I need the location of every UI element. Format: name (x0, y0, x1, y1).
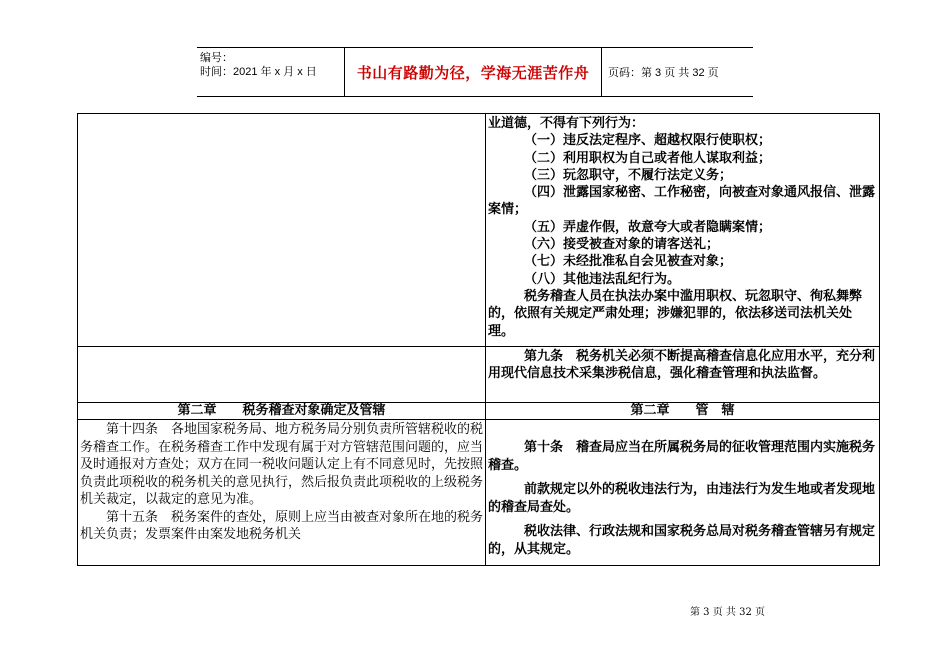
row2-right-cell (488, 348, 877, 401)
article-15: 第十五条 税务案件的查处，原则上应当由被查对象所在地的税务机关负责；发票案件由案发地税务机关 (80, 509, 483, 542)
number-label: 编号： (200, 52, 233, 64)
page-header (197, 47, 753, 97)
text-line: （七）未经批准私自会见被查对象； (524, 254, 733, 270)
article-9: 第九条 税务机关必须不断提高稽查信息化应用水平，充分利用现代信息技术采集涉税信息，强化稽查管理和执法监督。 (488, 349, 876, 382)
header-meta (197, 48, 345, 96)
article-14: 第十四条 各地国家税务局、地方税务局分别负责所管辖税收的税务稽查工作。在税务稽查工作中发现有属于对方管辖范围问题的，应当及时通报对方查处；双方在同一税收问题认定上有不同意见时，先按照负责此项税收的税务机关的意见执行，然后报负责此项税收的上级税务机关裁定，以裁定的意见为准。 (80, 422, 483, 507)
text-line: （一）违反法定程序、超越权限行使职权； (524, 133, 772, 149)
article-10-para2: 前款规定以外的税收违法行为，由违法行为发生地或者发现地的稽查局查处。 (488, 482, 876, 515)
text-line: （五）弄虚作假，故意夸大或者隐瞒案情； (524, 219, 772, 235)
text-line: 税务稽查人员在执法办案中滥用职权、玩忽职守、徇私舞弊的，依照有关规定严肃处理；涉嫌犯罪的，依法移送司法机关处理。 (488, 288, 863, 339)
row1-right-cell (488, 115, 877, 345)
page-footer: 第 3 页 共 32 页 (690, 607, 765, 618)
article-10: 第十条 稽查局应当在所属税务局的征收管理范围内实施税务稽查。 (488, 440, 876, 473)
row4-right-cell (488, 439, 877, 564)
chapter-right-heading: 第二章 管 辖 (630, 403, 735, 418)
header-page-label: 页码：第 3 页 共 32 页 (608, 67, 719, 79)
header-motto: 书山有路勤为径，学海无涯苦作舟 (345, 48, 602, 96)
text-line: （八）其他违法乱纪行为。 (524, 271, 681, 287)
row4-left-cell (80, 421, 483, 564)
text-line: 业道德，不得有下列行为： (488, 116, 645, 131)
comparison-table (77, 113, 880, 566)
chapter-left-heading: 第二章 税务稽查对象确定及管辖 (177, 403, 386, 418)
text-line: （三）玩忽职守，不履行法定义务； (524, 167, 733, 183)
text-line: （四）泄露国家秘密、工作秘密，向被查对象通风报信、泄露案情； (488, 185, 876, 218)
text-line: （二）利用职权为自己或者他人谋取利益； (524, 150, 772, 166)
text-line: （六）接受被查对象的请客送礼； (524, 237, 720, 253)
time-label: 时间：2021 年 x 月 x 日 (200, 66, 317, 78)
article-10-para3: 税收法律、行政法规和国家税务总局对税务稽查管辖另有规定的，从其规定。 (488, 524, 876, 557)
